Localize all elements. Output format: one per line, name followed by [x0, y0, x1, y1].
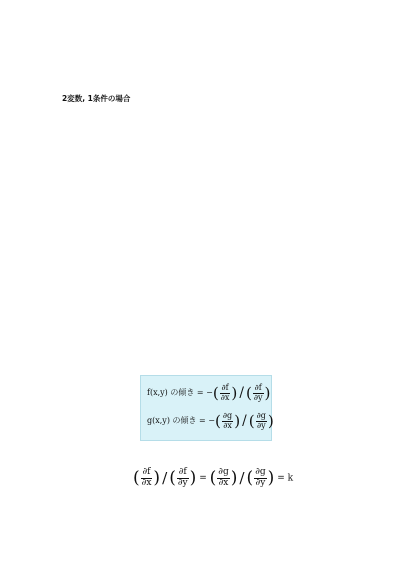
equals-sign: = [199, 416, 206, 425]
constant-k: k [287, 473, 294, 484]
denominator: ∂y [253, 392, 263, 402]
fraction [256, 412, 267, 430]
left-paren: ( [246, 468, 254, 488]
division-slash: / [162, 469, 168, 487]
g-function: g(x,y) [147, 416, 170, 425]
slope-g-equation [147, 412, 274, 430]
numerator: ∂f [221, 383, 229, 393]
numerator: ∂f [178, 467, 187, 478]
denominator: ∂y [256, 420, 266, 430]
denominator: ∂y [177, 477, 188, 488]
denominator: ∂x [223, 420, 232, 430]
section-heading: 2変数, 1条件の場合 [62, 94, 131, 103]
g-slope-label: の傾き [172, 416, 197, 425]
left-paren: ( [214, 412, 221, 430]
f-slope-label: の傾き [170, 388, 195, 397]
fraction [177, 468, 189, 488]
minus-sign: − [208, 416, 215, 425]
numerator: ∂g [222, 411, 233, 421]
division-slash: / [239, 469, 245, 487]
right-paren: ) [267, 412, 274, 430]
equals-sign: = [277, 473, 285, 484]
right-paren: ) [230, 468, 238, 488]
division-slash: / [239, 385, 244, 401]
left-paren: ( [209, 468, 217, 488]
left-paren: ( [133, 468, 140, 488]
fraction [141, 468, 153, 488]
f-function: f(x,y) [147, 388, 168, 397]
right-paren: ) [189, 468, 197, 488]
left-paren: ( [212, 384, 219, 402]
right-paren: ) [234, 412, 241, 430]
denominator: ∂y [255, 477, 266, 488]
left-paren: ( [248, 412, 255, 430]
minus-sign: − [206, 388, 213, 397]
slope-formula-box [140, 375, 272, 441]
fraction [220, 384, 231, 402]
denominator: ∂x [218, 477, 229, 488]
right-paren: ) [264, 384, 271, 402]
denominator: ∂x [220, 392, 230, 402]
numerator: ∂f [254, 383, 262, 393]
right-paren: ) [267, 468, 275, 488]
fraction [253, 384, 264, 402]
numerator: ∂g [218, 467, 229, 478]
proportionality-equation [133, 468, 293, 488]
division-slash: / [242, 413, 247, 429]
denominator: ∂x [141, 477, 152, 488]
fraction [254, 468, 266, 488]
numerator: ∂g [255, 467, 266, 478]
left-paren: ( [245, 384, 252, 402]
fraction [217, 468, 229, 488]
numerator: ∂f [142, 467, 151, 478]
slope-f-equation [147, 384, 270, 402]
right-paren: ) [153, 468, 161, 488]
left-paren: ( [169, 468, 176, 488]
equals-sign: = [199, 473, 207, 484]
numerator: ∂g [256, 411, 266, 421]
fraction [222, 412, 233, 430]
right-paren: ) [231, 384, 238, 402]
equals-sign: = [196, 388, 204, 397]
